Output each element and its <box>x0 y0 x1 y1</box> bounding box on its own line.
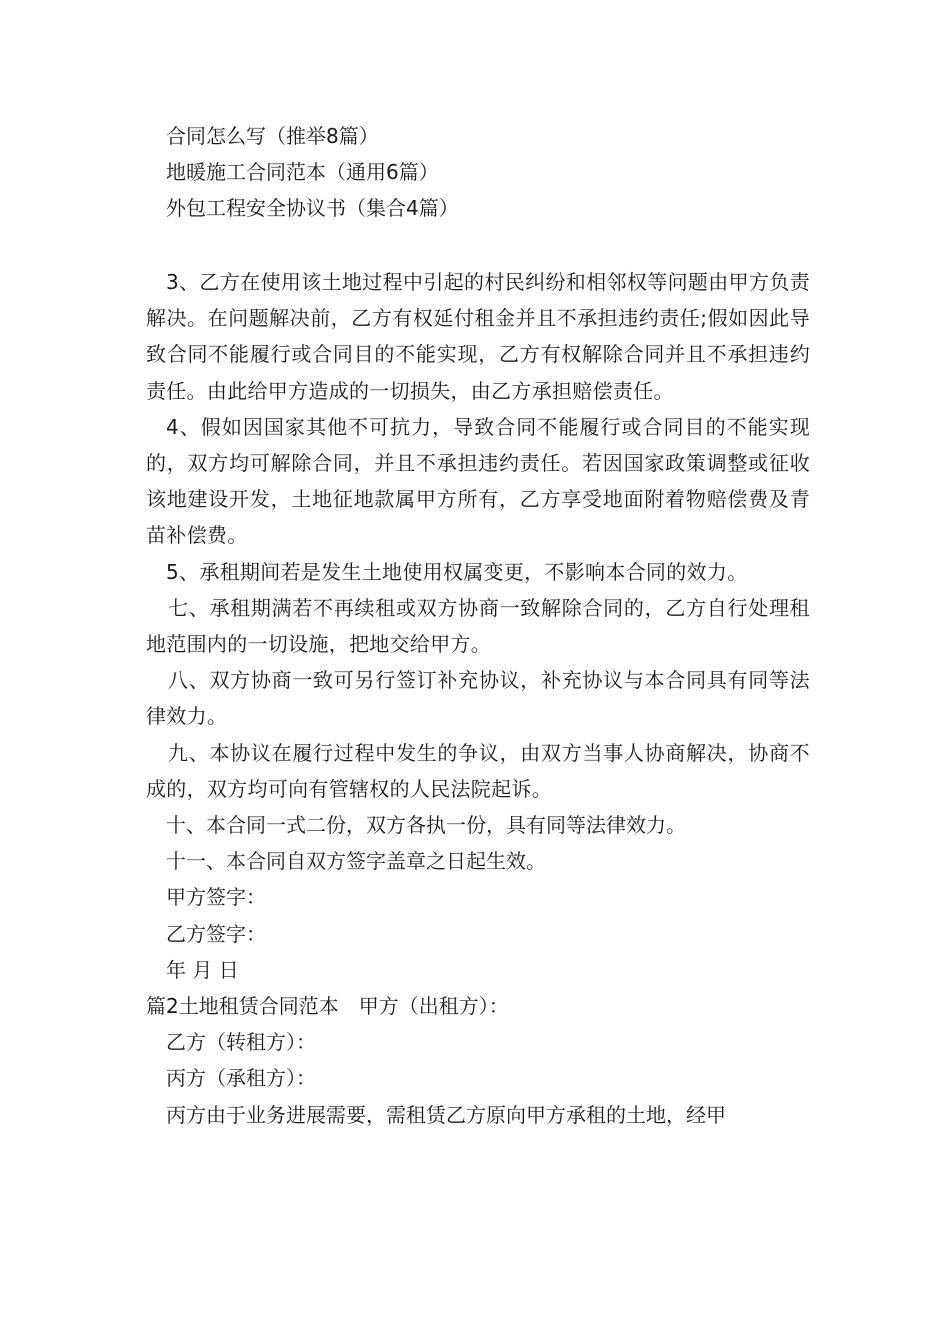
date-line: 年 月 日 <box>166 957 239 982</box>
related-article-link[interactable]: 外包工程安全协议书（集合4篇） <box>166 196 459 220</box>
intro-paragraph: 丙方由于业务进展需要，需租赁乙方原向甲方承租的土地，经甲 <box>166 1102 726 1127</box>
party-a-signature-line: 甲方签字： <box>166 885 266 910</box>
related-articles-list <box>166 118 826 226</box>
clause-9-paragraph: 九、本协议在履行过程中发生的争议，由双方当事人协商解决，协商不成的，双方均可向有管辖权的人民法院起诉。 <box>146 740 810 801</box>
section-2-title: 篇2土地租赁合同范本 甲方（出租方）： <box>146 994 509 1019</box>
clause-7-paragraph: 七、承租期满若不再续租或双方协商一致解除合同的，乙方自行处理租地范围内的一切设施，把地交给甲方。 <box>146 595 810 657</box>
clause-11-paragraph: 十一、本合同自双方签字盖章之日起生效。 <box>166 849 546 874</box>
clause-3-paragraph: 3、乙方在使用该土地过程中引起的村民纠纷和相邻权等问题由甲方负责解决。在问题解决前，乙方有权延付租金并且不承担违约责任;假如因此导致合同不能履行或合同目的不能实现，乙方有权解除合同并且不承担违约责任。由此给甲方造成的一切损失，由乙方承担赔偿责任。 <box>146 270 810 403</box>
related-article-link[interactable]: 地暖施工合同范本（通用6篇） <box>166 160 439 184</box>
contract-body <box>146 264 810 1133</box>
party-c-line: 丙方（承租方）： <box>166 1066 316 1091</box>
party-b-line: 乙方（转租方）： <box>166 1030 316 1055</box>
related-article-link[interactable]: 合同怎么写（推举8篇） <box>166 124 379 148</box>
party-b-signature-line: 乙方签字： <box>166 921 266 946</box>
clause-5-paragraph: 5、承租期间若是发生土地使用权属变更，不影响本合同的效力。 <box>166 559 748 584</box>
clause-10-paragraph: 十、本合同一式二份，双方各执一份，具有同等法律效力。 <box>166 813 686 838</box>
clause-4-paragraph: 4、假如因国家其他不可抗力，导致合同不能履行或合同目的不能实现的，双方均可解除合同，并且不承担违约责任。若因国家政策调整或征收该地建设开发，土地征地款属甲方所有，乙方享受地面附着物赔偿费及青苗补偿费。 <box>146 414 810 548</box>
clause-8-paragraph: 八、双方协商一致可另行签订补充协议，补充协议与本合同具有同等法律效力。 <box>146 668 810 729</box>
